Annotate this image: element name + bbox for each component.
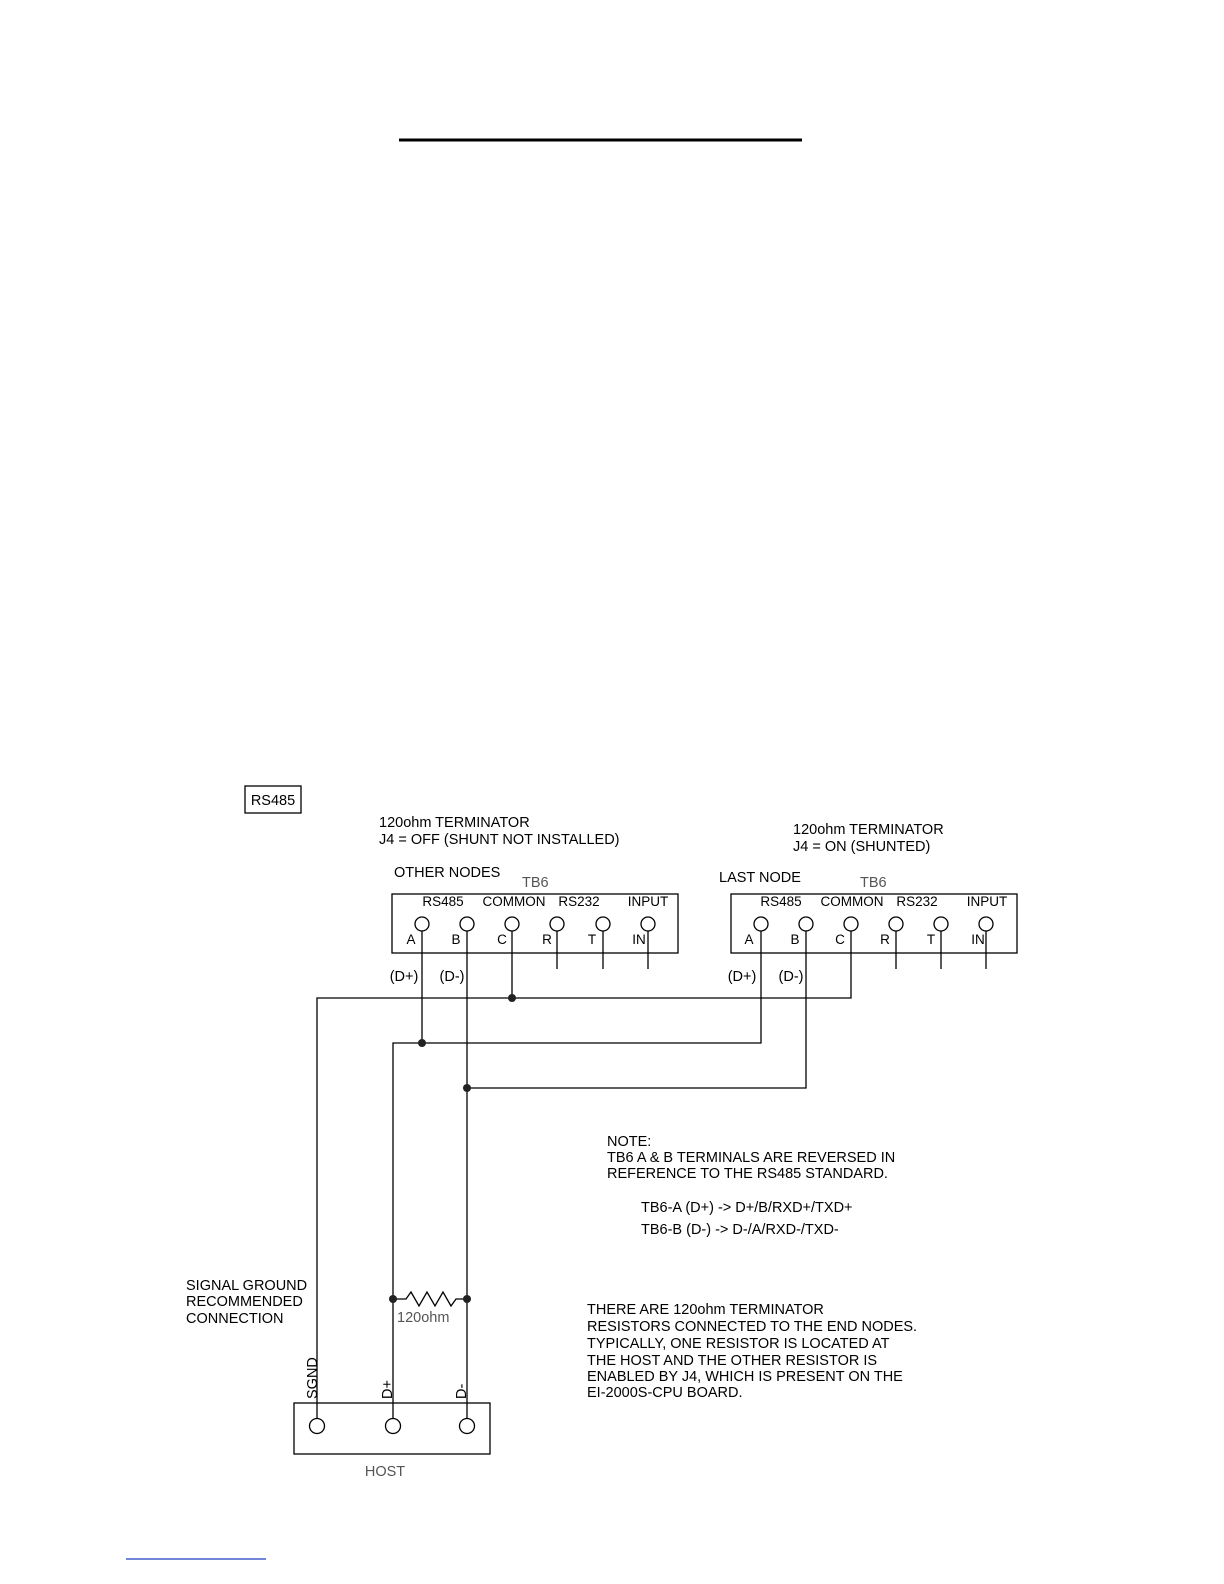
signal-ground-line-2: RECOMMENDED: [186, 1294, 303, 1310]
left-group-common: COMMON: [482, 894, 546, 909]
right-terminal-c: [844, 917, 858, 931]
left-group-rs485: RS485: [422, 894, 464, 909]
right-pin-in: IN: [971, 932, 985, 947]
left-terminal-b: [460, 917, 474, 931]
left-signal-dminus: (D-): [439, 969, 465, 985]
right-pin-b: B: [790, 932, 800, 947]
left-group-rs232: RS232: [558, 894, 600, 909]
host-pin-dminus: D-: [454, 1383, 470, 1399]
right-terminal-t: [934, 917, 948, 931]
left-pin-r: R: [542, 932, 552, 947]
left-terminal-a: [415, 917, 429, 931]
signal-ground-label: [186, 1278, 307, 1327]
note-line-2: TB6 A & B TERMINALS ARE REVERSED IN: [607, 1150, 896, 1166]
terminator-resistor: [389, 1292, 471, 1326]
info-line-2: RESISTORS CONNECTED TO THE END NODES.: [587, 1319, 918, 1335]
signal-ground-line-3: CONNECTION: [186, 1311, 284, 1327]
right-terminal-r: [889, 917, 903, 931]
signal-ground-line-1: SIGNAL GROUND: [186, 1278, 308, 1294]
rs485-badge: [245, 786, 301, 813]
left-pin-in: IN: [632, 932, 646, 947]
dminus-junction: [463, 1084, 471, 1092]
right-signal-dminus: (D-): [778, 969, 804, 985]
host-label: HOST: [364, 1464, 406, 1480]
right-pin-t: T: [926, 932, 936, 947]
right-pin-c: C: [835, 932, 845, 947]
left-pin-b: B: [451, 932, 461, 947]
note-mapping-b: TB6-B (D-) -> D-/A/RXD-/TXD-: [641, 1222, 839, 1238]
left-tb6-label: TB6: [522, 875, 549, 891]
dplus-junction: [418, 1039, 426, 1047]
host-terminal-sgnd: [310, 1419, 325, 1434]
left-terminator-title: 120ohm TERMINATOR: [379, 815, 530, 831]
right-terminator-jumper: J4 = ON (SHUNTED): [793, 839, 931, 855]
rs485-badge-label: RS485: [250, 793, 296, 809]
left-pin-t: T: [587, 932, 597, 947]
note-block: [607, 1134, 895, 1238]
note-line-1: NOTE:: [607, 1134, 652, 1150]
right-group-rs485: RS485: [760, 894, 802, 909]
last-node-caption: LAST NODE: [719, 870, 801, 886]
common-junction: [508, 994, 516, 1002]
resistor-label: 120ohm: [397, 1310, 450, 1326]
left-terminal-in: [641, 917, 655, 931]
right-pin-a: A: [744, 932, 754, 947]
host-pin-dplus: D+: [380, 1380, 396, 1399]
left-terminal-c: [505, 917, 519, 931]
info-line-5: ENABLED BY J4, WHICH IS PRESENT ON THE: [587, 1369, 903, 1385]
right-group-input: INPUT: [966, 894, 1008, 909]
left-terminator-jumper: J4 = OFF (SHUNT NOT INSTALLED): [379, 832, 620, 848]
host-terminal-dplus: [386, 1419, 401, 1434]
right-group-common: COMMON: [820, 894, 884, 909]
right-tb6-label: TB6: [860, 875, 887, 891]
host-pin-sgnd: SGND: [305, 1357, 321, 1399]
right-signal-dplus: (D+): [727, 969, 757, 985]
left-pin-a: A: [406, 932, 416, 947]
left-terminal-r: [550, 917, 564, 931]
right-pin-r: R: [880, 932, 890, 947]
info-line-1: THERE ARE 120ohm TERMINATOR: [587, 1302, 824, 1318]
right-terminal-b: [799, 917, 813, 931]
last-node-terminal-block: [719, 870, 1017, 985]
info-line-3: TYPICALLY, ONE RESISTOR IS LOCATED AT: [587, 1336, 890, 1352]
left-group-input: INPUT: [627, 894, 669, 909]
left-pin-c: C: [497, 932, 507, 947]
other-nodes-terminal-block: [390, 865, 678, 985]
info-line-4: THE HOST AND THE OTHER RESISTOR IS: [587, 1353, 878, 1369]
left-terminal-t: [596, 917, 610, 931]
terminator-info-block: [587, 1302, 917, 1401]
left-signal-dplus: (D+): [389, 969, 419, 985]
host-terminal-dminus: [460, 1419, 475, 1434]
right-group-rs232: RS232: [896, 894, 938, 909]
other-nodes-caption: OTHER NODES: [394, 865, 501, 881]
right-terminator-title: 120ohm TERMINATOR: [793, 822, 944, 838]
host-terminal-block: [294, 1357, 490, 1480]
note-line-3: REFERENCE TO THE RS485 STANDARD.: [607, 1166, 888, 1182]
right-terminal-in: [979, 917, 993, 931]
right-terminal-a: [754, 917, 768, 931]
note-mapping-a: TB6-A (D+) -> D+/B/RXD+/TXD+: [641, 1200, 853, 1216]
info-line-6: EI-2000S-CPU BOARD.: [587, 1385, 743, 1401]
